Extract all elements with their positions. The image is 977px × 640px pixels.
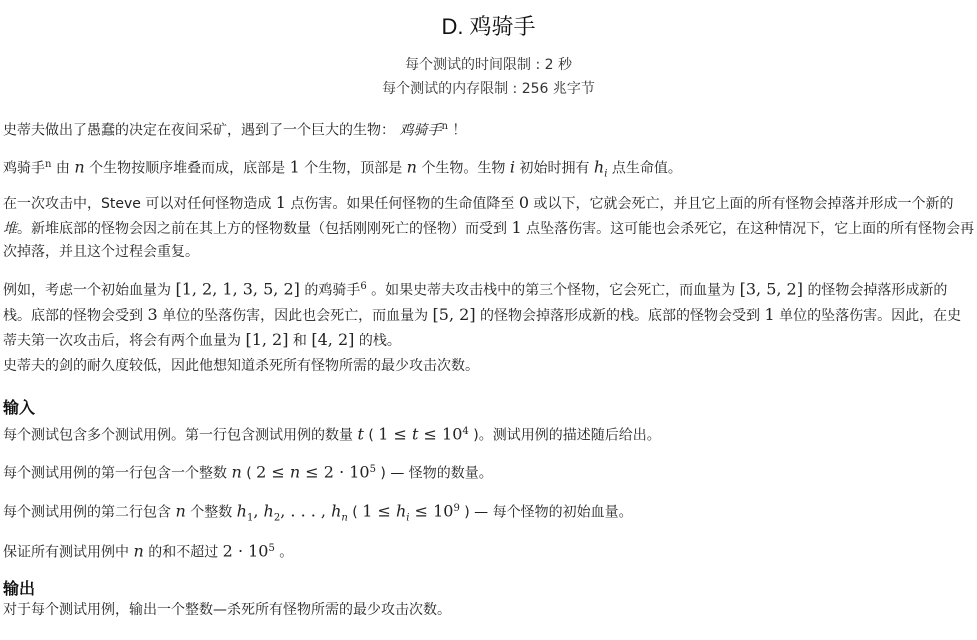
- text: 在一次攻击中，Steve 可以对任何怪物造成: [3, 196, 272, 212]
- statement-paragraph-3: [3, 191, 975, 264]
- math-expression: 1 ≤: [362, 501, 396, 521]
- math-expression: ≤ 10: [409, 501, 454, 521]
- text: (: [368, 427, 374, 444]
- math-expression: 1 ≤: [378, 424, 413, 444]
- text: 和: [292, 332, 307, 349]
- math-variable: i: [509, 157, 516, 177]
- problem-title: D. 鸡骑手: [441, 14, 536, 39]
- input-line-1: [3, 420, 975, 448]
- text: 或以下，它就会死亡，并且它上面的所有怪物会掉落并形成一个新的: [533, 196, 954, 212]
- math-superscript: n: [441, 121, 448, 132]
- text: 例如，考虑一个初始血量为: [3, 282, 171, 299]
- math-variable: t: [412, 424, 419, 444]
- text: 由: [55, 160, 70, 177]
- math-number: 3: [147, 304, 158, 324]
- math-array: [5, 2]: [432, 304, 476, 324]
- input-line-4: [3, 537, 975, 565]
- emphasis-text: 鸡骑手: [399, 122, 442, 139]
- output-line-1: 对于每个测试用例，输出一个整数—杀死所有怪物所需的最少攻击次数。: [3, 602, 451, 618]
- math-variable: t: [357, 424, 364, 444]
- text: )。测试用例的描述随后给出。: [473, 427, 661, 444]
- text: 的和不超过: [148, 544, 219, 561]
- input-line-3: [3, 497, 975, 529]
- math-superscript: 6: [360, 281, 367, 292]
- text: (: [246, 465, 252, 482]
- math-superscript: 9: [453, 503, 460, 514]
- text: 单位的坠落伤害。因此，在史蒂夫第一次攻击后，将会有两个血量为: [3, 307, 962, 349]
- text: 史蒂夫做出了愚蠢的决定在夜间采矿，遇到了一个巨大的生物：: [3, 122, 395, 139]
- math-array: [1, 2, 1, 3, 5, 2]: [175, 279, 300, 299]
- text: 单位的坠落伤害，因此也会死亡，而血量为: [162, 307, 429, 324]
- text: 鸡骑手: [3, 160, 45, 177]
- text: 点伤害。如果任何怪物的生命值降至: [290, 196, 515, 212]
- memory-limit: 每个测试的内存限制 : 256 兆字节: [382, 81, 595, 97]
- text: 的鸡骑手: [304, 282, 361, 299]
- text: 每个测试用例的第二行包含: [3, 504, 171, 521]
- math-expression: ,: [253, 501, 264, 521]
- math-number: 1: [275, 193, 286, 212]
- math-variable: h: [263, 501, 274, 521]
- text: 。如果史蒂夫攻击栈中的第三个怪物，它会死亡，而血量为: [371, 282, 736, 299]
- math-variable: n: [175, 501, 186, 521]
- text: 点生命值。: [611, 160, 682, 177]
- input-line-2: [3, 458, 975, 486]
- statement-paragraph-5: 史蒂夫的剑的耐久度较低，因此他想知道杀死所有怪物所需的最少攻击次数。: [3, 358, 479, 374]
- math-subscript: i: [406, 512, 410, 524]
- text: 个生物。生物: [421, 160, 506, 177]
- text: ) — 怪物的数量。: [380, 465, 493, 482]
- text: 个生物按顺序堆叠而成，底部是: [89, 160, 286, 177]
- statement-paragraph-2: [3, 153, 975, 185]
- math-array: [4, 2]: [311, 329, 355, 349]
- text: 的栈。: [358, 332, 401, 349]
- math-variable: n: [406, 157, 417, 177]
- text: 。新堆底部的怪物会因之前在其上方的怪物数量（包括刚刚死亡的怪物）而受到: [17, 221, 507, 237]
- emphasis-text: 堆: [3, 221, 17, 237]
- math-variable: h: [331, 501, 342, 521]
- output-heading: 输出: [3, 579, 36, 598]
- text: 初始时拥有: [519, 160, 590, 177]
- math-expression: , . . . ,: [280, 501, 332, 521]
- text: 点坠落伤害。这可能也会杀死它，在这种情况下，它上面的所有怪物会再次掉落，并且这个过程会重复。: [3, 221, 975, 260]
- math-expression: ≤ 10: [418, 424, 463, 444]
- math-subscript: 2: [273, 512, 281, 524]
- time-limit: 每个测试的时间限制 : 2 秒: [405, 57, 572, 73]
- math-subscript: 1: [246, 512, 254, 524]
- math-variable: h: [236, 501, 247, 521]
- math-number: 1: [511, 218, 522, 237]
- math-subscript: i: [604, 168, 608, 180]
- text: 每个测试包含多个测试用例。第一行包含测试用例的数量: [3, 427, 353, 444]
- input-heading: 输入: [3, 398, 36, 417]
- math-superscript: 5: [268, 543, 275, 554]
- text: 个整数: [190, 504, 233, 521]
- math-number: 1: [289, 157, 300, 177]
- math-variable: n: [133, 541, 144, 561]
- text: 保证所有测试用例中: [3, 544, 129, 561]
- math-expression: 2 ≤: [256, 462, 290, 482]
- math-array: [3, 5, 2]: [739, 279, 803, 299]
- math-superscript: 5: [369, 464, 376, 475]
- text: ) — 每个怪物的初始血量。: [464, 504, 633, 521]
- statement-paragraph-4: [3, 275, 975, 353]
- text: (: [352, 504, 358, 521]
- text: 。: [279, 544, 294, 561]
- math-variable: n: [74, 157, 85, 177]
- math-subscript: n: [341, 512, 348, 524]
- math-variable: h: [593, 157, 605, 177]
- math-variable: n: [289, 462, 301, 482]
- math-expression: ≤ 2 · 10: [300, 462, 370, 482]
- math-expression: 2 · 10: [222, 541, 269, 561]
- text: 的怪物会掉落形成新的栈。底部的怪物会受到: [3, 282, 948, 324]
- math-superscript: n: [45, 159, 52, 170]
- statement-paragraph-1: [3, 115, 975, 143]
- math-number: 0: [518, 193, 530, 212]
- math-variable: h: [395, 501, 407, 521]
- text: ！: [452, 122, 467, 139]
- text: 每个测试用例的第一行包含一个整数: [3, 465, 227, 482]
- text: 的怪物会掉落形成新的栈。底部的怪物会受到: [480, 307, 761, 324]
- math-number: 1: [764, 304, 775, 324]
- math-variable: n: [231, 462, 242, 482]
- math-superscript: 4: [462, 426, 469, 437]
- text: 个生物，顶部是: [304, 160, 403, 177]
- math-array: [1, 2]: [245, 329, 289, 349]
